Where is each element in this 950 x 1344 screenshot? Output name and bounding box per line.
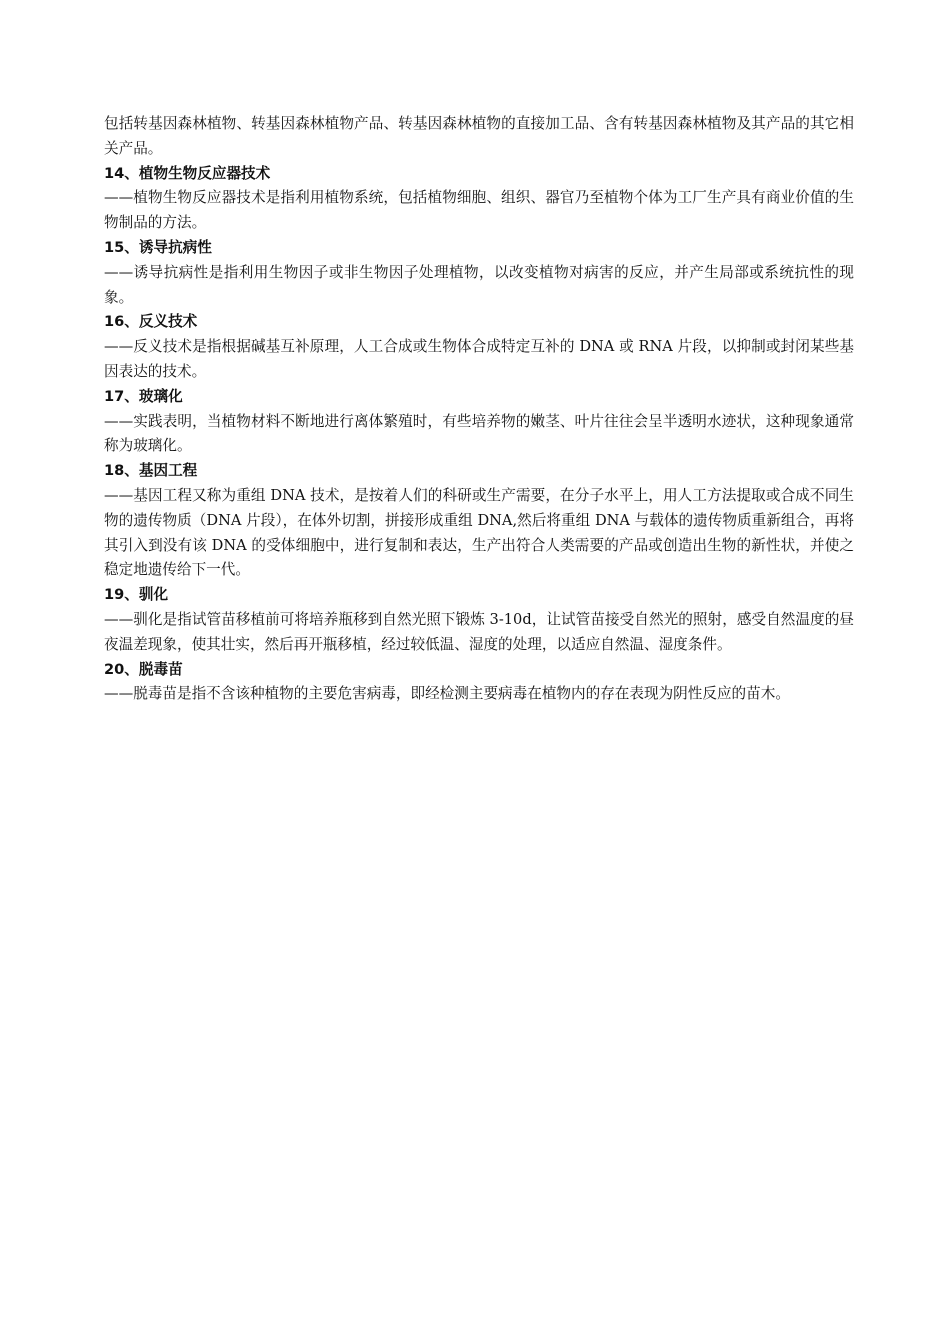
term-definition-16: ——反义技术是指根据碱基互补原理，人工合成或生物体合成特定互补的 DNA 或 RNA 片段，以抑制或封闭某些基因表达的技术。	[104, 338, 854, 380]
term-heading-15: 15、诱导抗病性	[104, 238, 212, 256]
term-definition-19: ——驯化是指试管苗移植前可将培养瓶移到自然光照下锻炼 3-10d，让试管苗接受自然光的照射，感受自然温度的昼夜温差现象，使其壮实，然后再开瓶移植，经过较低温、湿度的处理，以适应自然温、湿度条件。	[104, 610, 854, 653]
term-definition-14: ——植物生物反应器技术是指利用植物系统，包括植物细胞、组织、器官乃至植物个体为工厂生产具有商业价值的生物制品的方法。	[104, 189, 854, 232]
term-definition-17: ——实践表明，当植物材料不断地进行离体繁殖时，有些培养物的嫩茎、叶片往往会呈半透明水迹状，这种现象通常称为玻璃化。	[104, 412, 854, 455]
term-heading-18: 18、基因工程	[104, 462, 198, 480]
document-page	[104, 112, 854, 707]
term-heading-20: 20、脱毒苗	[104, 660, 183, 678]
term-heading-16: 16、反义技术	[104, 313, 198, 331]
term-definition-20: ——脱毒苗是指不含该种植物的主要危害病毒，即经检测主要病毒在植物内的存在表现为阴性反应的苗木。	[104, 685, 790, 703]
intro-paragraph: 包括转基因森林植物、转基因森林植物产品、转基因森林植物的直接加工品、含有转基因森林植物及其产品的其它相关产品。	[104, 115, 854, 157]
term-heading-17: 17、玻璃化	[104, 387, 183, 405]
term-heading-14: 14、植物生物反应器技术	[104, 164, 271, 182]
term-definition-18: ——基因工程又称为重组 DNA 技术，是按着人们的科研或生产需要，在分子水平上，用人工方法提取或合成不同生物的遗传物质（DNA 片段），在体外切割，拼接形成重组 DNA,然后将重组 DNA 与载体的遗传物质重新组合，再将其引入到没有该 DNA 的受体细胞中，进行复制和表达，生产出符合人类需要的产品或创造出生物的新性状，并使之稳定地遗传给下一代。	[104, 486, 854, 579]
term-heading-19: 19、驯化	[104, 586, 169, 604]
term-definition-15: ——诱导抗病性是指利用生物因子或非生物因子处理植物，以改变植物对病害的反应，并产生局部或系统抗性的现象。	[104, 263, 854, 306]
